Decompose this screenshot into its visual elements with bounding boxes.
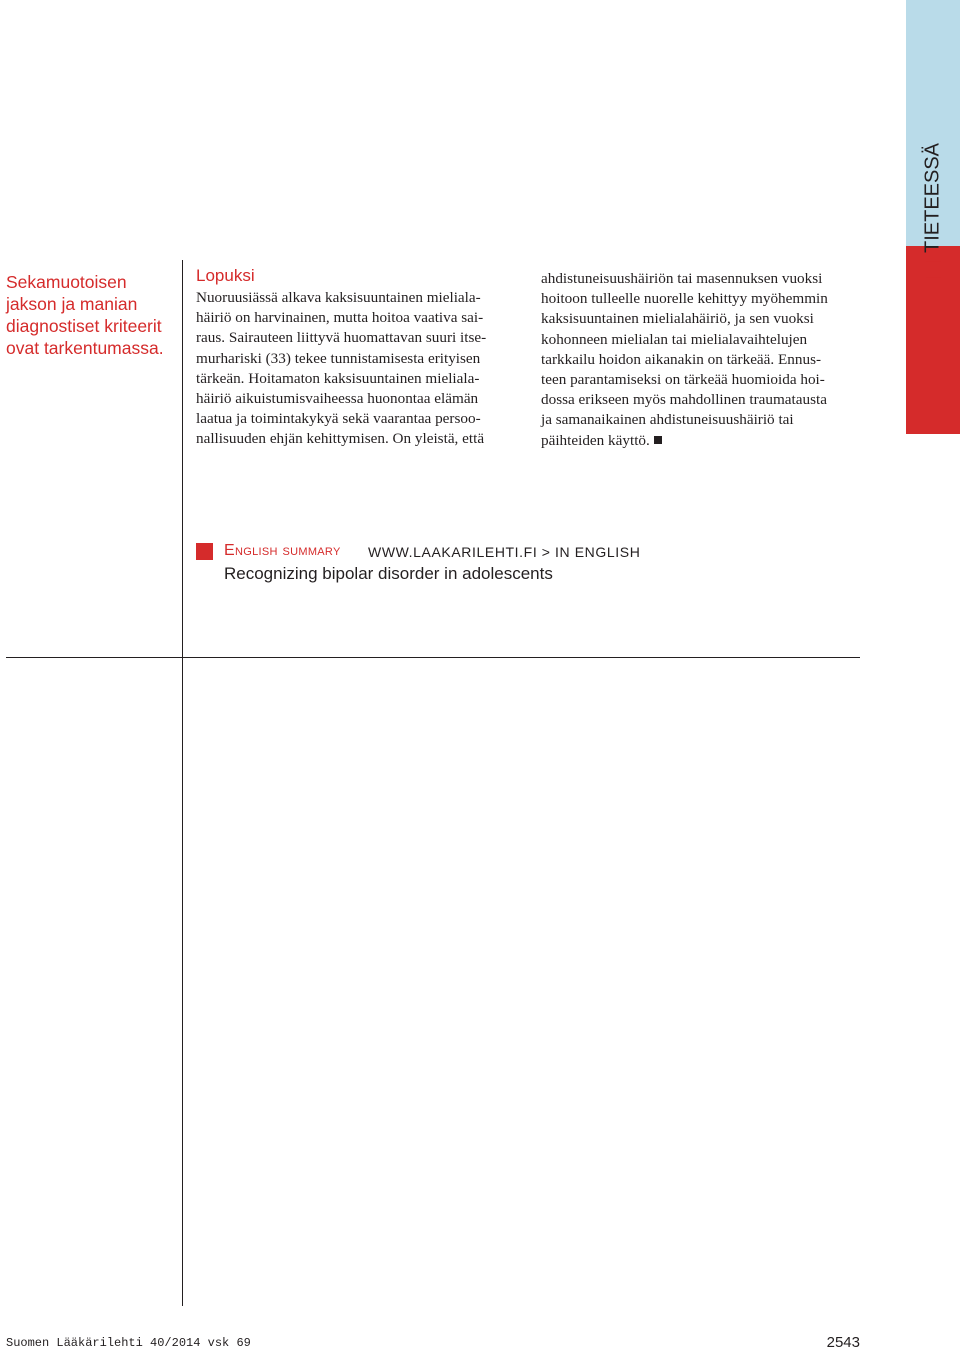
text-line: ja samanaikainen ahdistuneisuushäiriö tai — [541, 411, 794, 429]
square-bullet-icon — [196, 543, 213, 560]
text-line: murhariski (33) tekee tunnistamisesta erityisen — [196, 349, 481, 367]
text-line: dossa erikseen myös mahdollinen traumatausta — [541, 391, 827, 409]
section-tab-label: TIETEESSÄ — [921, 142, 944, 254]
pull-quote-line: Sekamuotoisen — [6, 272, 127, 292]
summary-title: English summary — [224, 542, 341, 559]
text-line: tärkeän. Hoitamaton kaksisuuntainen mieliala- — [196, 369, 480, 387]
text-line: kohonneen mielialan tai mielialavaihtelujen — [541, 330, 808, 348]
pull-quote-line: ovat tarkentumassa. — [6, 338, 164, 358]
text-line: Nuoruusiässä alkava kaksisuuntainen mieliala- — [196, 289, 481, 306]
text-line: häiriö on harvinainen, mutta hoitoa vaativa sai- — [196, 309, 484, 327]
article-column-1 — [196, 288, 518, 450]
column-divider — [182, 260, 183, 1306]
section-heading: Lopuksi — [196, 266, 255, 285]
text-line: kaksisuuntainen mielialahäiriö, ja sen vuoksi — [541, 310, 814, 328]
text-line: laatua ja toimintakykyä sekä vaarantaa persoo- — [196, 410, 481, 428]
horizontal-divider — [6, 657, 860, 658]
end-mark-icon — [654, 436, 662, 444]
text-line-last — [541, 431, 861, 451]
text-line: teen parantamiseksi on tärkeää huomioida hoi- — [541, 371, 825, 389]
section-tab — [905, 142, 960, 270]
text-line: nallisuuden ehjän kehittymisen. On yleistä, että — [196, 430, 485, 448]
text-line: päihteiden käyttö. — [541, 431, 650, 449]
article-column-2 — [541, 269, 861, 451]
footer-journal-info: Suomen Lääkärilehti 40/2014 vsk 69 — [6, 1336, 251, 1350]
text-line: häiriö aikuistumisvaiheessa huonontaa elämän — [196, 390, 479, 408]
text-line: raus. Sairauteen liittyvä huomattavan suuri itse- — [196, 329, 487, 347]
square-bullet-icon — [925, 261, 941, 277]
text-line: ahdistuneisuushäiriön tai masennuksen vuoksi — [541, 270, 823, 287]
pull-quote-line: diagnostiset kriteerit — [6, 316, 162, 336]
summary-subtitle: Recognizing bipolar disorder in adolescents — [224, 564, 553, 583]
page-number: 2543 — [826, 1334, 860, 1351]
text-line: tarkkailu hoidon aikanakin on tärkeää. Ennus- — [541, 350, 822, 368]
pull-quote-line: jakson ja manian — [6, 294, 138, 314]
text-line: hoitoon tulleelle nuorelle kehittyy myöhemmin — [541, 290, 828, 308]
pull-quote — [6, 271, 176, 359]
summary-link[interactable]: WWW.LAAKARILEHTI.FI > IN ENGLISH — [368, 544, 641, 560]
